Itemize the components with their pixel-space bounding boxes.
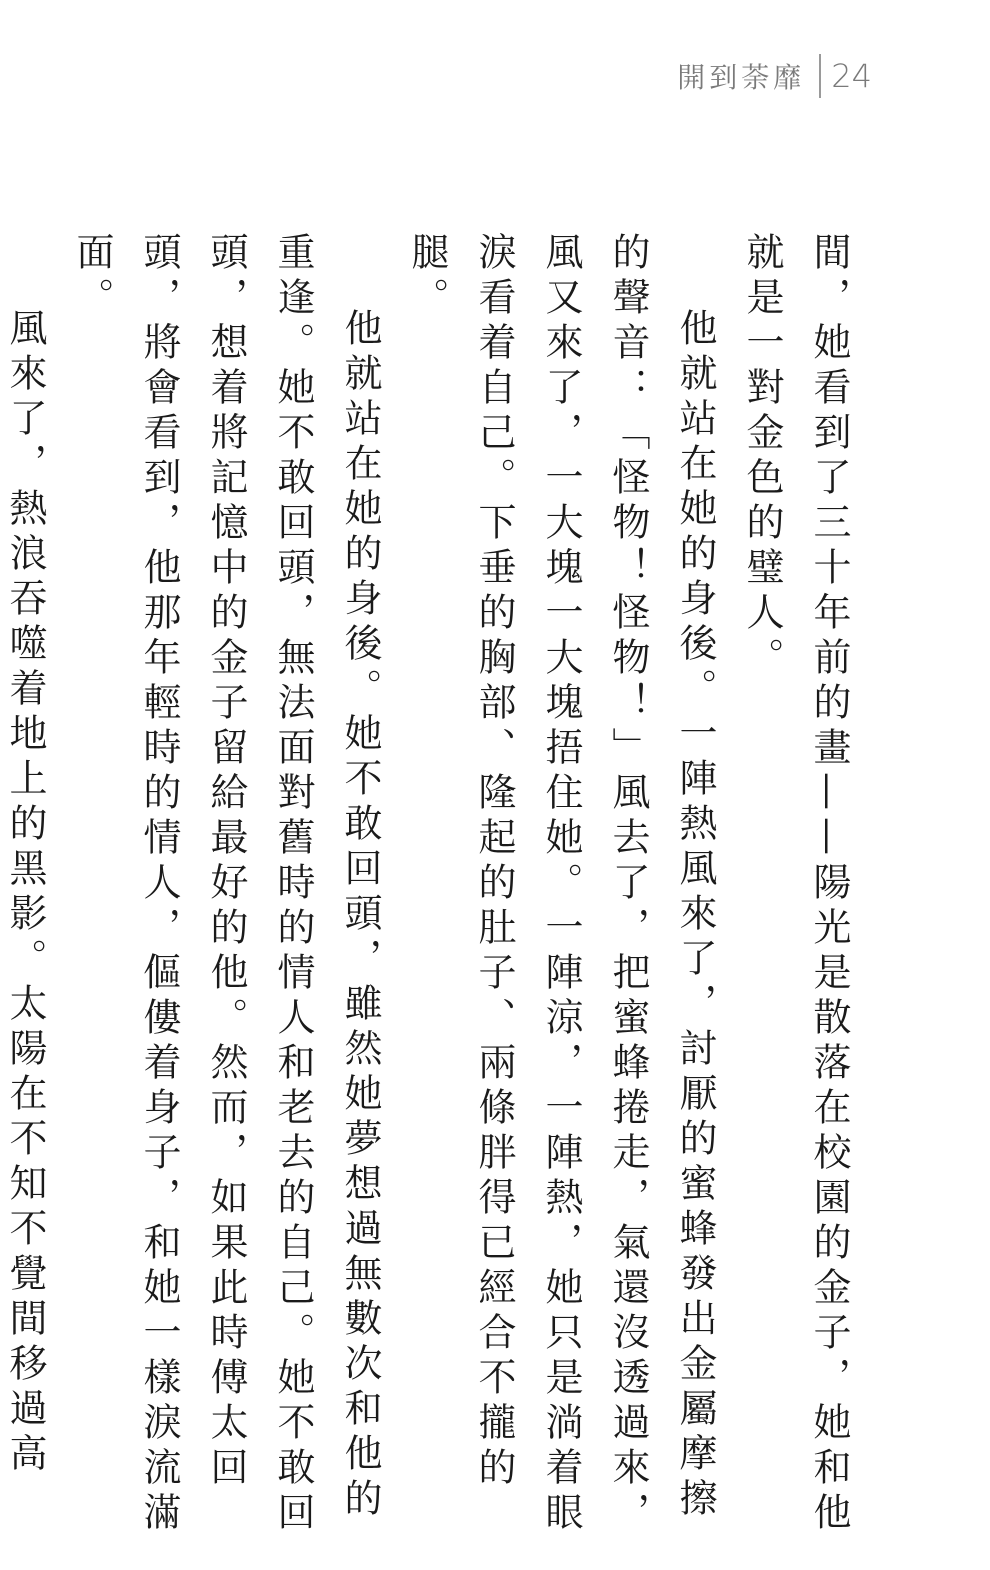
paragraph-2: 他就站在她的身後。一陣熱風來了，討厭的蜜蜂發出金屬摩擦的聲音：「怪物！怪物！」風去了，把蜜蜂捲走，氣還沒透過來，風又來了，一大塊一大塊捂住她。一陣涼，一陣熱，她只是淌着眼淚看着自己。下垂的胸部、隆起的肚子、兩條胖得已經合不攏的腿。 [405, 232, 717, 1537]
header-divider [819, 54, 821, 98]
page-number: 24 [831, 57, 872, 95]
paragraph-1: 間，她看到了三十年前的畫——陽光是散落在校園的金子，她和他就是一對金色的璧人。 [740, 232, 851, 1537]
paragraph-3: 他就站在她的身後。她不敢回頭，雖然她夢想過無數次和他的重逢。她不敢回頭，無法面對舊時的情人和老去的自己。她不敢回頭，想着將記憶中的金子留給最好的他。然而，如果此時傅太回頭，將會看到，他那年輕時的情人，傴僂着身子，和她一樣淚流滿面。 [70, 232, 382, 1537]
book-title: 開到荼靡 [677, 61, 806, 94]
running-header [677, 52, 872, 100]
paragraph-4: 風來了，熱浪吞噬着地上的黑影。太陽在不知不覺間移過高 [3, 308, 47, 1478]
vertical-body-text [0, 232, 862, 1542]
